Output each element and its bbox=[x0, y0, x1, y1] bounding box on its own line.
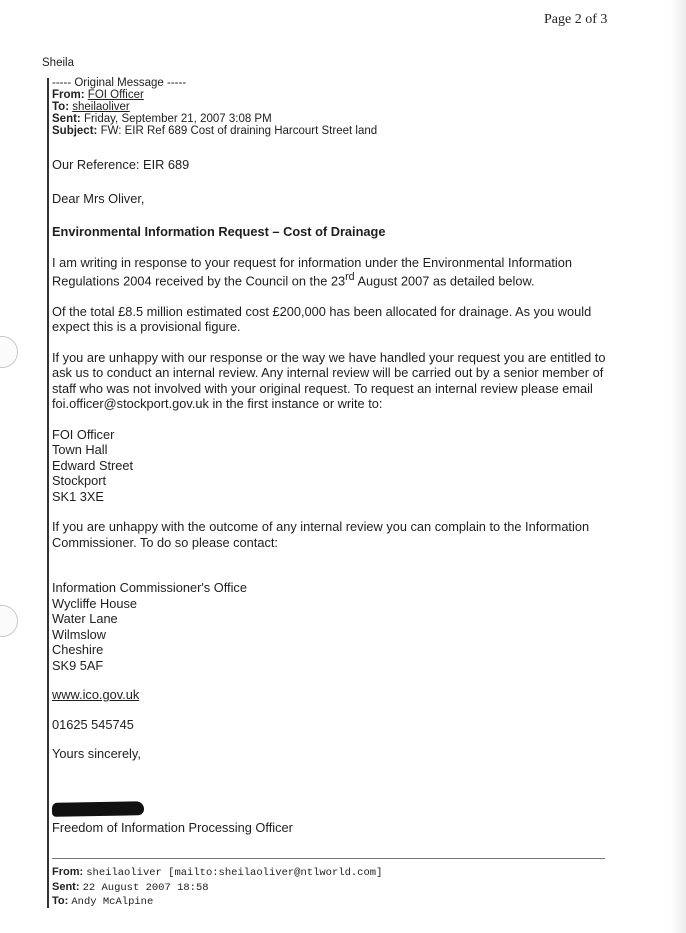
salutation: Dear Mrs Oliver, bbox=[52, 190, 145, 206]
from-link[interactable]: FOI Officer bbox=[87, 89, 144, 101]
page-number: Page 2 of 3 bbox=[544, 12, 608, 27]
signature-redaction bbox=[52, 801, 144, 817]
to-label: To: bbox=[52, 101, 70, 113]
ico-address-line: Wilmslow bbox=[52, 626, 107, 642]
paragraph-cost: Of the total £8.5 million estimated cost £200,000 has been allocated for drainage. As you would expect this is a provisional figure. bbox=[52, 303, 592, 335]
sender-name: Sheila bbox=[42, 57, 74, 69]
closing: Yours sincerely, bbox=[52, 746, 141, 762]
foi-address-line: Stockport bbox=[52, 473, 107, 489]
paragraph-intro-tail: August 2007 as detailed below. bbox=[354, 273, 535, 289]
signature-redaction-row bbox=[52, 802, 612, 816]
reference-line: Our Reference: EIR 689 bbox=[52, 157, 190, 172]
fwd-to-value: Andy McAlpine bbox=[71, 896, 154, 908]
foi-address-line: Town Hall bbox=[52, 442, 108, 458]
original-message-separator: ----- Original Message ----- bbox=[52, 77, 187, 89]
foi-address-line: SK1 3XE bbox=[52, 488, 104, 504]
header-to-row bbox=[52, 101, 612, 113]
signature-title: Freedom of Information Processing Officer bbox=[52, 819, 293, 835]
header-subject-row bbox=[52, 125, 612, 137]
foi-address-line: FOI Officer bbox=[52, 426, 115, 442]
paragraph-intro bbox=[52, 255, 612, 289]
punch-hole-bottom bbox=[0, 605, 18, 637]
foi-address bbox=[52, 427, 612, 505]
ico-address-line: Wycliffe House bbox=[52, 595, 137, 611]
letter-heading: Environmental Information Request – Cost of Drainage bbox=[52, 224, 386, 239]
fwd-sent-row bbox=[52, 881, 382, 896]
header-sent-row bbox=[52, 113, 612, 125]
ico-address-line: Cheshire bbox=[52, 642, 104, 658]
subject-value: FW: EIR Ref 689 Cost of draining Harcourt Street land bbox=[100, 125, 378, 137]
original-message-header bbox=[52, 77, 612, 137]
ico-website-link[interactable]: www.ico.gov.uk bbox=[52, 687, 140, 703]
ico-phone: 01625 545745 bbox=[52, 716, 134, 732]
fwd-from-value: sheilaoliver [mailto:sheilaoliver@ntlworld.com] bbox=[86, 867, 383, 879]
ico-address-line: SK9 5AF bbox=[52, 657, 104, 673]
email-content bbox=[52, 77, 612, 835]
sent-value: Friday, September 21, 2007 3:08 PM bbox=[83, 113, 272, 125]
fwd-to-label: To: bbox=[52, 895, 69, 907]
fwd-from-label: From: bbox=[52, 866, 84, 878]
page-edge-shadow bbox=[670, 0, 686, 933]
paragraph-intro-ordinal: rd bbox=[345, 271, 355, 283]
paragraph-intro-text: I am writing in response to your request for information under the Environmental Information Regulations 2004 received by the Council on the 23 bbox=[52, 254, 572, 289]
foi-address-line: Edward Street bbox=[52, 457, 134, 473]
paragraph-review: If you are unhappy with our response or the way we have handled your request you are entitled to ask us to conduct an internal review. Any internal review will be carried out by a senior member of staff who was not involved with your original request. To request an internal review please email foi.officer@stockport.gov.uk in the first instance or write to: bbox=[52, 349, 606, 412]
ico-address-line: Water Lane bbox=[52, 611, 118, 627]
header-from-row bbox=[52, 89, 612, 101]
fwd-sent-value: 22 August 2007 18:58 bbox=[82, 881, 209, 894]
from-label: From: bbox=[52, 89, 85, 101]
quote-bar bbox=[47, 78, 49, 908]
ico-address bbox=[52, 580, 612, 673]
paragraph-complaint: If you are unhappy with the outcome of any internal review you can complain to the Information Commissioner. To do so please contact: bbox=[52, 519, 590, 550]
sent-label: Sent: bbox=[52, 113, 81, 125]
punch-hole-top bbox=[0, 336, 18, 368]
fwd-to-row bbox=[52, 895, 382, 910]
fwd-from-row bbox=[52, 866, 382, 881]
to-link[interactable]: sheilaoliver bbox=[72, 101, 130, 113]
subject-label: Subject: bbox=[52, 125, 98, 137]
ico-address-line: Information Commissioner's Office bbox=[52, 580, 247, 596]
fwd-sent-label: Sent: bbox=[52, 880, 80, 893]
forward-divider bbox=[52, 858, 605, 859]
forwarded-header bbox=[52, 866, 382, 910]
